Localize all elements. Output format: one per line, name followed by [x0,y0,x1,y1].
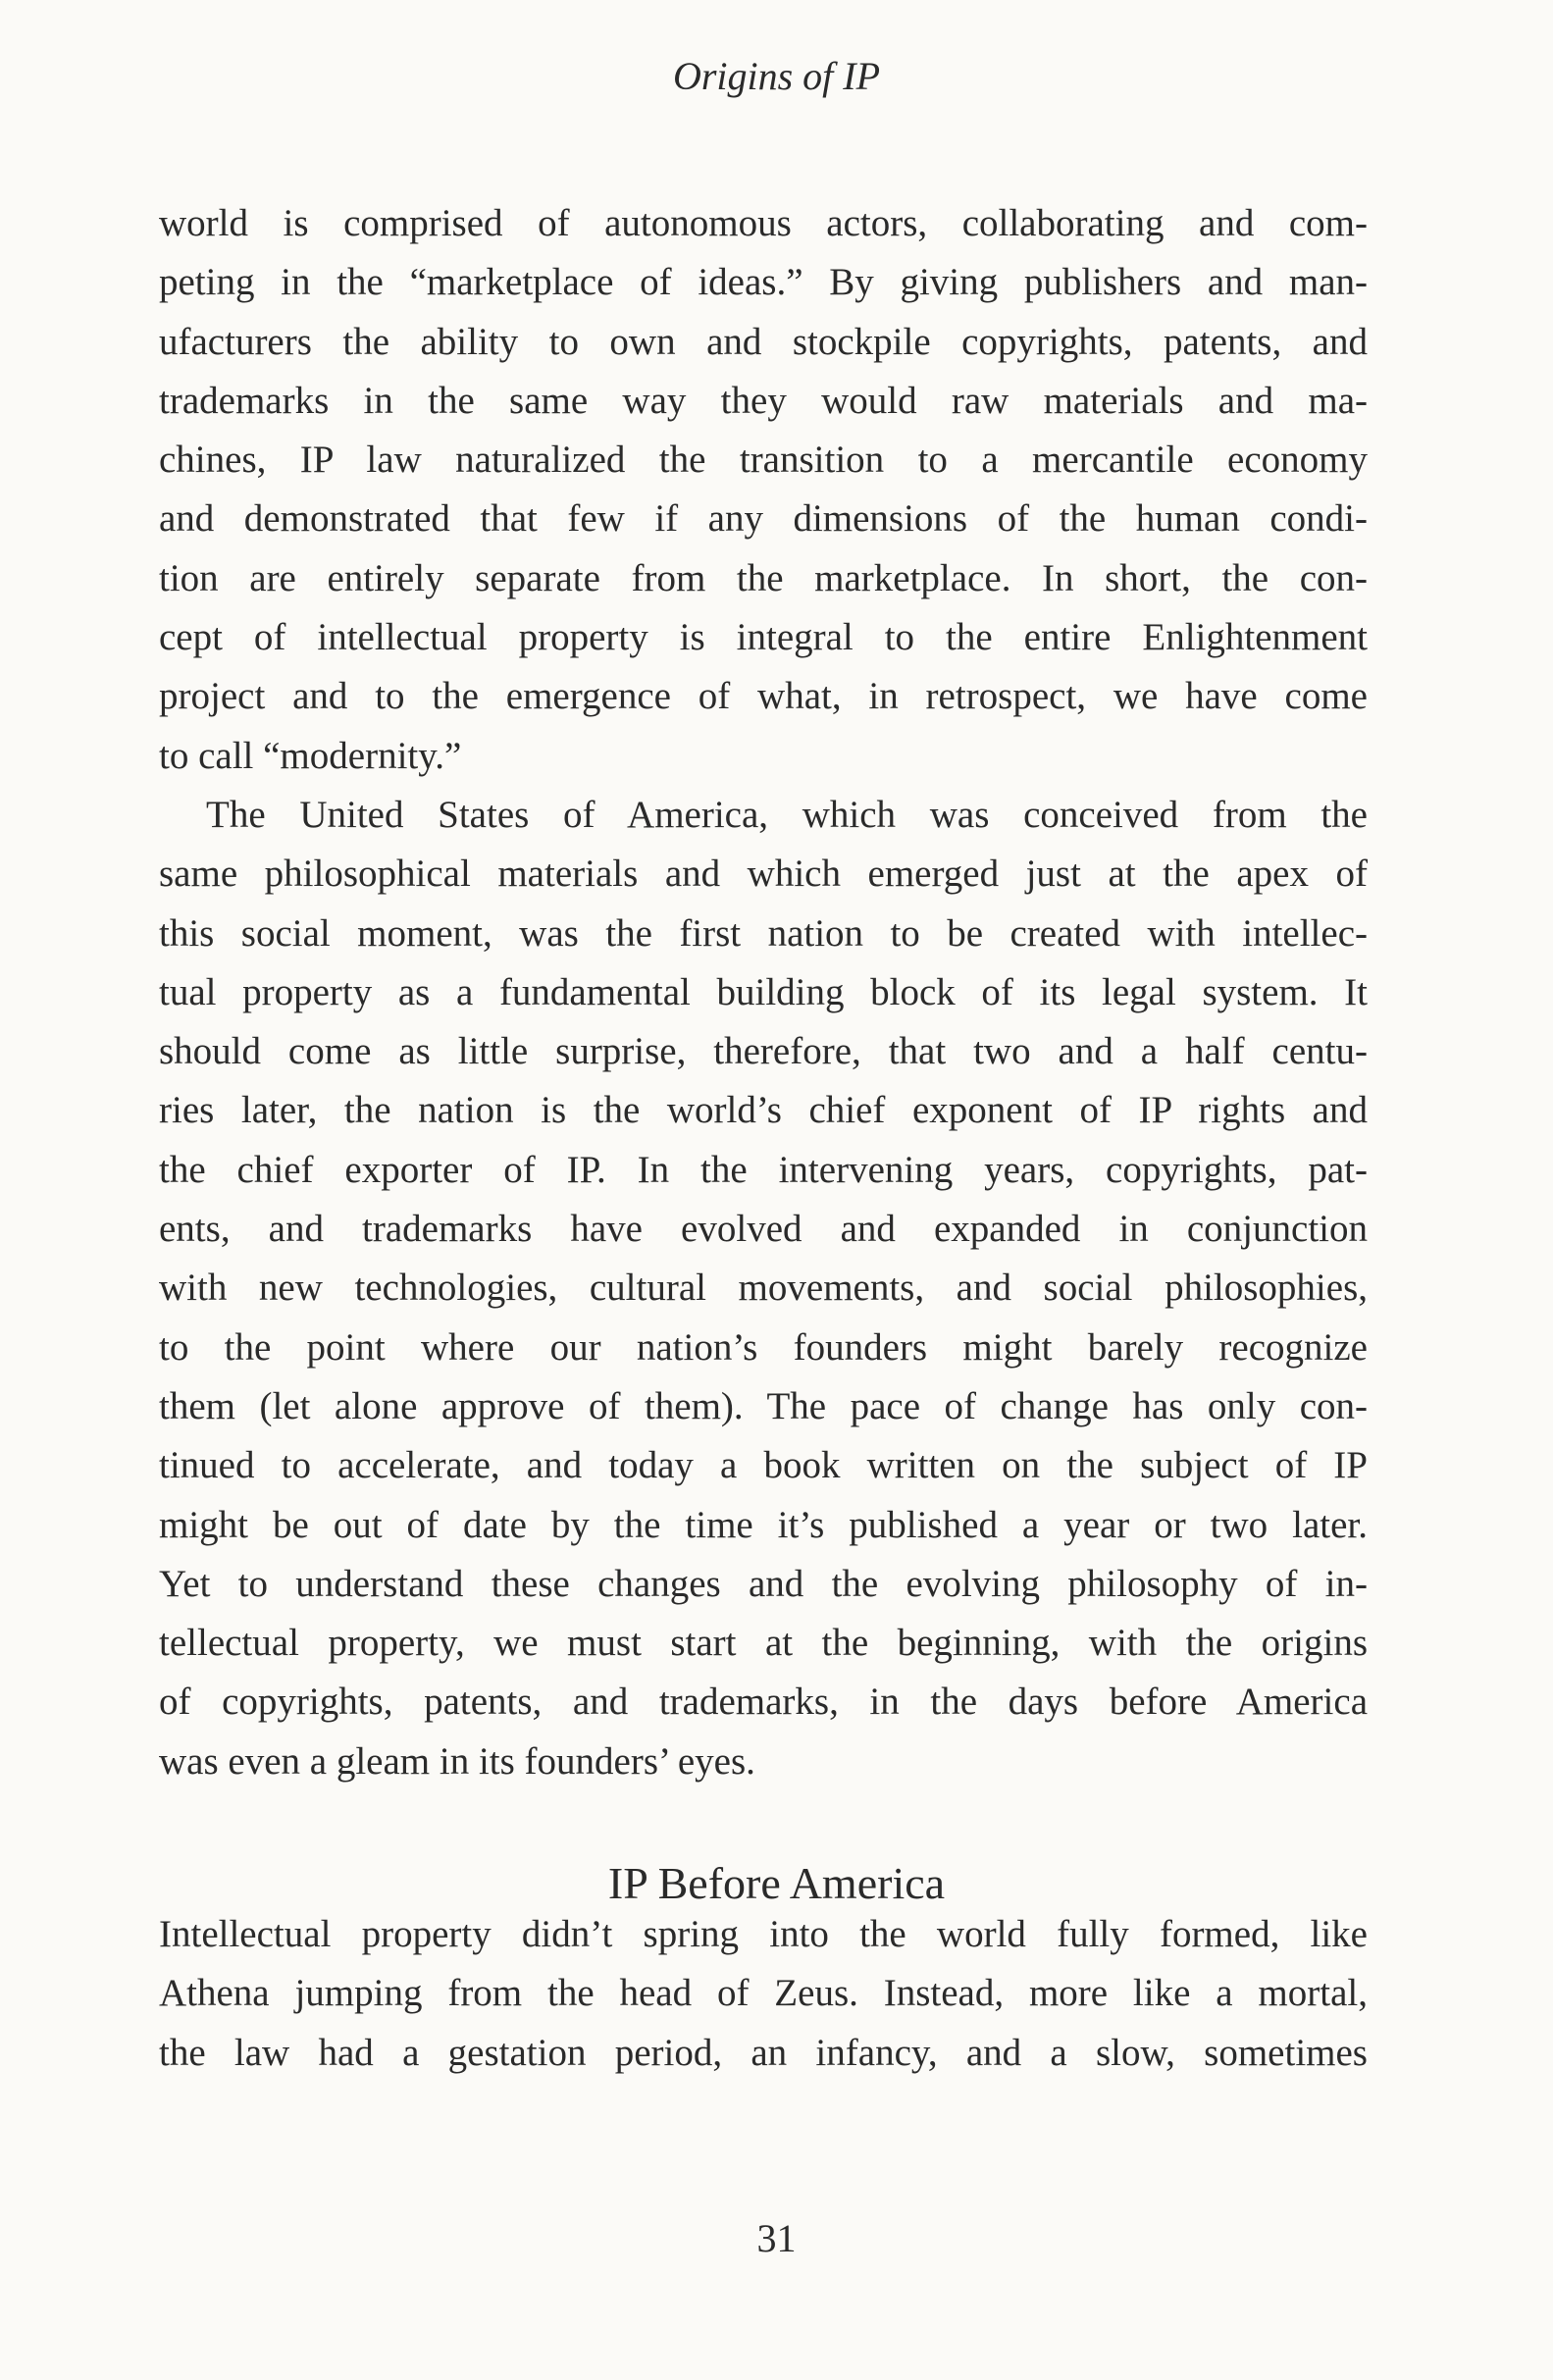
text-line: trademarks in the same way they would raw materials and ma- [159,379,1368,422]
running-head: Origins of IP [672,54,881,98]
text-line: Athena jumping from the head of Zeus. Instead, more like a mortal, [159,1972,1368,2015]
text-line: should come as little surprise, therefore, that two and a half centu- [159,1030,1368,1073]
text-line: the law had a gestation period, an infancy, and a slow, sometimes [159,2031,1368,2074]
text-line: ents, and trademarks have evolved and expanded in conjunction [159,1208,1368,1251]
text-line: tual property as a fundamental building block of its legal system. It [159,970,1368,1013]
text-line: same philosophical materials and which emerged just at the apex of [159,853,1368,896]
text-line: might be out of date by the time it’s published a year or two later. [159,1503,1368,1546]
text-line: to call “modernity.” [159,734,462,777]
text-line: with new technologies, cultural movements, and social philosophies, [159,1267,1368,1310]
text-line: tellectual property, we must start at the beginning, with the origins [159,1622,1368,1665]
text-line: was even a gleam in its founders’ eyes. [159,1739,755,1783]
text-line: Intellectual property didn’t spring into the world fully formed, like [159,1913,1368,1955]
text-line: peting in the “marketplace of ideas.” By giving publishers and man- [159,261,1368,304]
text-line: Yet to understand these changes and the evolving philosophy of in- [159,1562,1368,1605]
text-line: tinued to accelerate, and today a book written on the subject of IP [159,1444,1368,1487]
text-line: ufacturers the ability to own and stockpile copyrights, patents, and [159,320,1368,363]
text-line: ries later, the nation is the world’s chief exponent of IP rights and [159,1089,1368,1132]
text-line: project and to the emergence of what, in retrospect, we have come [159,675,1368,718]
text-line: to the point where our nation’s founders might barely recognize [159,1325,1368,1369]
section-heading: IP Before America [607,1858,946,1908]
text-line: them (let alone approve of them). The pace of change has only con- [159,1384,1368,1427]
text-line: The United States of America, which was conceived from the [206,793,1368,836]
text-line: tion are entirely separate from the marketplace. In short, the con- [159,556,1368,599]
text-line: the chief exporter of IP. In the intervening years, copyrights, pat- [159,1148,1368,1191]
body-text-bottom [159,1905,1368,2083]
text-line: and demonstrated that few if any dimensions of the human condi- [159,497,1368,541]
text-line: chines, IP law naturalized the transition to a mercantile economy [159,439,1368,482]
text-line: of copyrights, patents, and trademarks, in the days before America [159,1681,1368,1724]
body-text-top [159,194,1368,1791]
text-line: world is comprised of autonomous actors, collaborating and com- [159,202,1368,244]
text-line: cept of intellectual property is integral to the entire Enlightenment [159,616,1368,659]
page-number: 31 [756,2216,797,2260]
text-line: this social moment, was the first nation to be created with intellec- [159,911,1368,955]
